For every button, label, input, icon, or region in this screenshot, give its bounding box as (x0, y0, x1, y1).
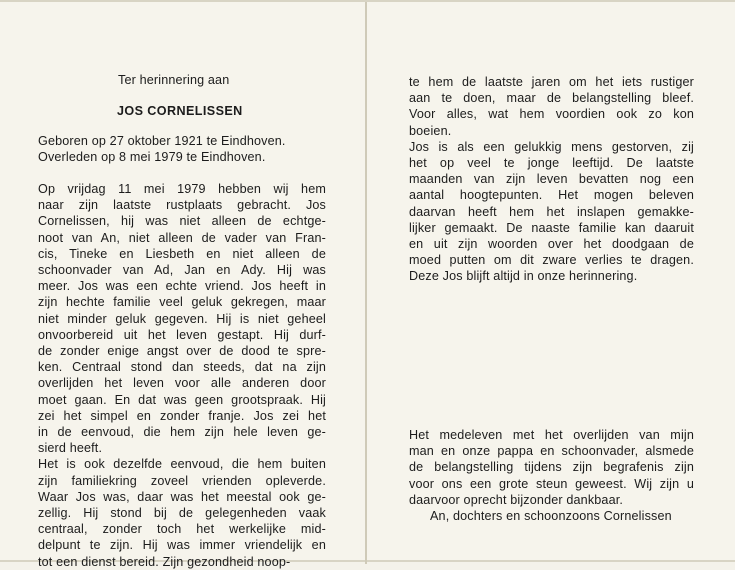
text-line: zijn familiekring zoveel vrienden opleverde. (38, 473, 326, 488)
text-line: meer. Jos was een echte vriend. Jos heeft in (38, 279, 326, 294)
birth-line: Geboren op 27 oktober 1921 te Eindhoven. (38, 134, 286, 148)
text-line: moet gaan. En dat was geen grootspraak. Hij (38, 392, 326, 407)
text-line: naar zijn laatste rustplaats gebracht. Jos (38, 198, 326, 213)
text-line: zellig. Hij stond bij de gelegenheden vaak (38, 506, 326, 521)
left-page (0, 2, 367, 569)
text-line: de belangstelling tijdens zijn begrafenis zijn (409, 460, 694, 475)
text-line: niet minder geluk gegeven. Hij is niet geheel (38, 311, 326, 326)
left-body-text (38, 181, 326, 570)
text-line: Deze Jos blijft altijd in onze herinnering. (409, 269, 638, 284)
text-line: boeien. (409, 123, 452, 138)
text-line: aan te doen, maar de belangstelling bleef. (409, 91, 694, 106)
right-body-text (409, 74, 694, 285)
text-line: Op vrijdag 11 mei 1979 hebben wij hem (38, 182, 326, 196)
text-line: lijker gemaakt. De naaste familie kan daaruit (409, 220, 694, 235)
text-line: aantal hoogtepunten. Het mogen beleven (409, 188, 694, 203)
text-line: Het is ook dezelfde eenvoud, die hem buiten (38, 457, 326, 472)
text-line: zei het simpel en zonder franje. Jos zei het (38, 408, 326, 423)
text-line: daarvoor oprecht bijzonder dankbaar. (409, 492, 624, 507)
text-line: maanden van zijn leven bevatten nog een (409, 172, 694, 187)
text-line: in de eenvoud, die hem zijn hele leven ge- (38, 425, 326, 440)
text-line: overlijden het leven voor alle anderen door (38, 376, 326, 391)
heading: Ter herinnering aan (118, 73, 230, 87)
text-line: tot een dienst bereid. Zijn gezondheid noop- (38, 554, 291, 569)
text-line: de zonder enige angst over de dood te spre- (38, 344, 326, 359)
text-line: moed putten om dit zware verlies te dragen. (409, 253, 694, 268)
text-line: Waar Jos was, daar was het meestal ook ge- (38, 489, 326, 504)
right-page (369, 2, 735, 564)
signature: An, dochters en schoonzoons Cornelissen (430, 509, 672, 523)
text-line: voor ons een grote steun geweest. Wij zijn u (409, 476, 694, 491)
text-line: ken. Centraal stond dan steeds, dat na zijn (38, 360, 326, 375)
deceased-name: JOS CORNELISSEN (117, 104, 243, 118)
text-line: zijn hechte familie veel geluk gekregen, maar (38, 295, 326, 310)
text-line: noot van An, niet alleen de vader van Fran- (38, 230, 326, 245)
condolence-text (409, 427, 694, 508)
birth-death-dates (38, 133, 286, 165)
text-line: en uit zijn woorden over het doodgaan de (409, 237, 694, 252)
text-line: sierd heeft. (38, 441, 103, 456)
text-line: Jos is als een gelukkig mens gestorven, zij (409, 139, 694, 154)
text-line: het op veel te jonge leeftijd. De laatste (409, 156, 694, 171)
text-line: Voor alles, wat hem voordien ook zo kon (409, 107, 694, 122)
text-line: Het medeleven met het overlijden van mijn (409, 428, 694, 442)
text-line: schoonvader van Ad, Jan en Ady. Hij was (38, 263, 326, 278)
text-line: daarvan heeft hem het inslapen gemakke- (409, 204, 694, 219)
text-line: onvoorbereid uit het leven gestapt. Hij durf- (38, 327, 326, 342)
text-line: te hem de laatste jaren om het iets rustiger (409, 75, 694, 89)
text-line: centraal, zonder toch het werkelijke mid- (38, 522, 326, 537)
text-line: Cornelissen, hij was niet alleen de echtge- (38, 214, 326, 229)
death-line: Overleden op 8 mei 1979 te Eindhoven. (38, 150, 266, 165)
text-line: cis, Tineke en Liesbeth en niet alleen de (38, 246, 326, 261)
text-line: delpunt te zijn. Hij was immer vriendelijk en (38, 538, 326, 553)
text-line: man en onze pappa en schoonvader, alsmede (409, 444, 694, 459)
